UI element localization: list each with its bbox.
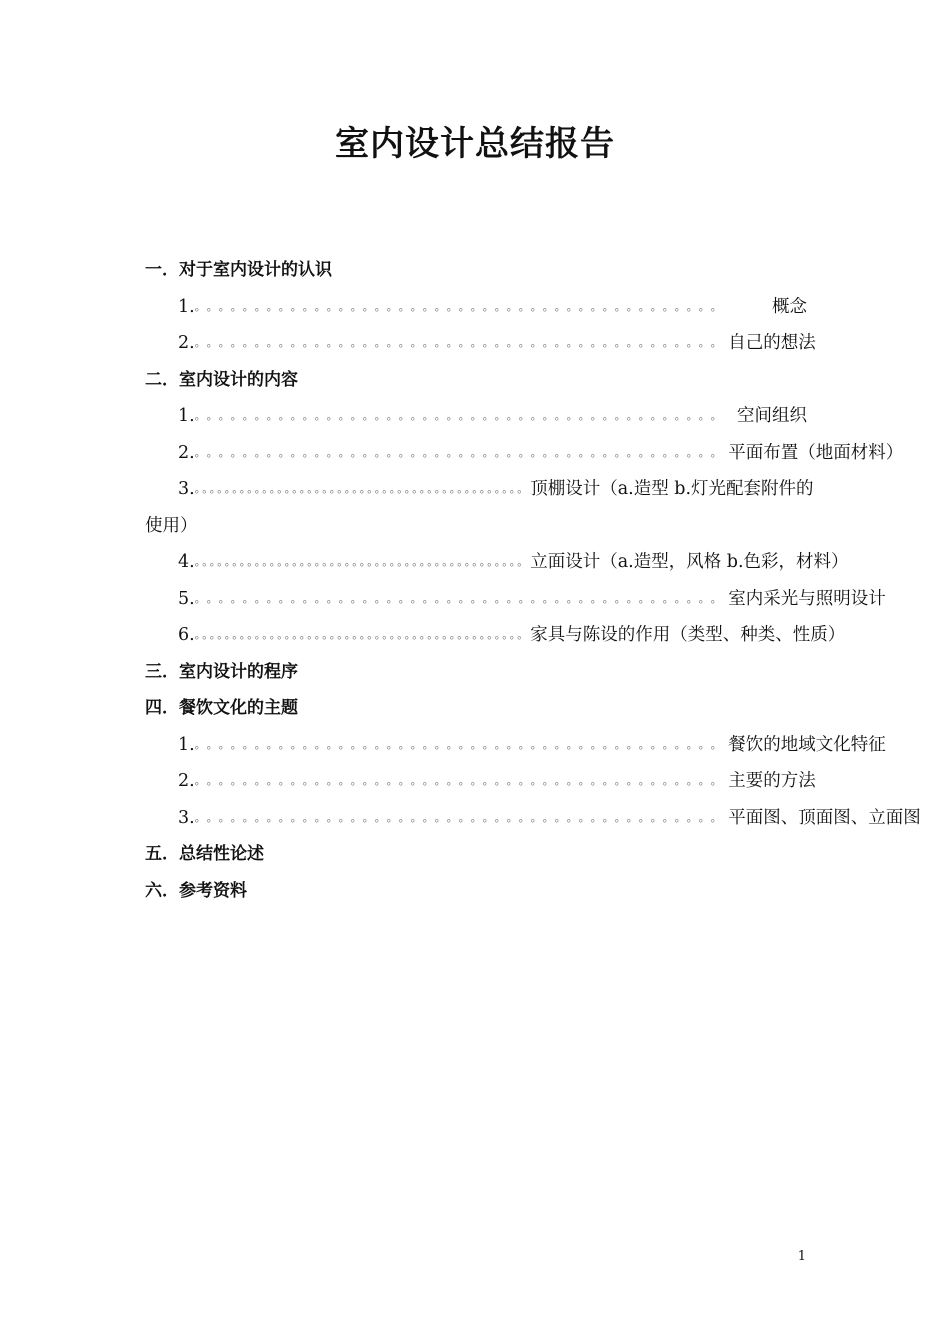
- toc-entry-label: 自己的想法: [728, 333, 816, 353]
- toc-entry-label: 立面设计（a.造型，风格 b.色彩，材料）: [530, 552, 849, 572]
- toc-entry-number: 2.: [178, 442, 195, 463]
- toc-entry: [145, 617, 846, 654]
- toc-entry-number: 3.: [178, 807, 195, 828]
- toc-leader-dots: 。。。。。。。。。。。。。。。。。。。。。。。。。。。。。。。。。。。。。。。。。。。。: [194, 445, 729, 459]
- toc-heading: 三．室内设计的程序: [145, 661, 298, 682]
- toc-entry: [145, 581, 886, 618]
- toc-leader-dots: 。。。。。。。。。。。。。。。。。。。。。。。。。。。。。。。。。。。。。。。。。。。。: [194, 482, 531, 495]
- toc-entry: [145, 289, 807, 326]
- toc-leader-dots: 。。。。。。。。。。。。。。。。。。。。。。。。。。。。。。。。。。。。。。。。。。。。: [194, 628, 531, 641]
- toc-entry-label: 室内采光与照明设计: [728, 588, 886, 609]
- toc-entry-number: 2.: [178, 771, 195, 791]
- toc-leader-dots: 。。。。。。。。。。。。。。。。。。。。。。。。。。。。。。。。。。。。。。。。。。。。: [194, 336, 729, 349]
- toc-entry-label: 家具与陈设的作用（类型、种类、性质）: [530, 625, 846, 645]
- toc-entry-label: 平面图、顶面图、立面图: [728, 807, 921, 828]
- page-number: 1: [797, 1249, 806, 1264]
- toc-heading: 六．参考资料: [145, 880, 247, 901]
- toc-leader-dots: 。。。。。。。。。。。。。。。。。。。。。。。。。。。。。。。。。。。。。。。。。。。。: [194, 774, 729, 787]
- toc-heading: 二．室内设计的内容: [145, 369, 298, 390]
- toc-leader-dots: 。。。。。。。。。。。。。。。。。。。。。。。。。。。。。。。。。。。。。。。。。。。。: [194, 555, 531, 568]
- toc-entry-continuation: 使用）: [145, 515, 198, 536]
- toc-entry-number: 1.: [178, 296, 195, 317]
- toc-leader-dots: 。。。。。。。。。。。。。。。。。。。。。。。。。。。。。。。。。。。。。。。。。。。。: [194, 299, 729, 313]
- toc-heading: 五．总结性论述: [145, 844, 264, 864]
- toc-entry-label: 空间组织: [737, 406, 807, 426]
- toc-entry-label: 平面布置（地面材料）: [728, 442, 904, 463]
- table-of-contents: [145, 252, 921, 909]
- toc-entry-label: 顶棚设计（a.造型 b.灯光配套附件的: [530, 479, 814, 499]
- toc-entry-number: 4.: [178, 552, 195, 572]
- document-title: 室内设计总结报告: [335, 124, 615, 164]
- toc-leader-dots: 。。。。。。。。。。。。。。。。。。。。。。。。。。。。。。。。。。。。。。。。。。。。: [194, 409, 729, 422]
- toc-entry-number: 5.: [178, 588, 195, 609]
- toc-entry-number: 1.: [178, 406, 195, 426]
- toc-entry-number: 3.: [178, 479, 195, 499]
- toc-leader-dots: 。。。。。。。。。。。。。。。。。。。。。。。。。。。。。。。。。。。。。。。。。。。。: [194, 810, 729, 824]
- toc-entry-label: 餐饮的地域文化特征: [728, 734, 886, 755]
- toc-heading: 四．餐饮文化的主题: [145, 698, 298, 718]
- toc-entry: [145, 398, 807, 435]
- toc-entry: [145, 800, 921, 837]
- toc-entry: [145, 727, 886, 764]
- toc-entry-label: 主要的方法: [728, 771, 816, 791]
- toc-entry: [145, 763, 816, 800]
- toc-entry-label: 概念: [772, 296, 807, 317]
- toc-entry: [145, 471, 814, 508]
- toc-heading: 一．对于室内设计的认识: [145, 260, 332, 280]
- toc-entry: [145, 325, 816, 362]
- toc-entry: [145, 435, 904, 472]
- toc-entry-number: 2.: [178, 333, 195, 353]
- toc-entry: [145, 544, 849, 581]
- toc-entry-number: 1.: [178, 734, 195, 755]
- toc-leader-dots: 。。。。。。。。。。。。。。。。。。。。。。。。。。。。。。。。。。。。。。。。。。。。: [194, 737, 729, 751]
- toc-leader-dots: 。。。。。。。。。。。。。。。。。。。。。。。。。。。。。。。。。。。。。。。。。。。。: [194, 591, 729, 605]
- toc-entry-number: 6.: [178, 625, 195, 645]
